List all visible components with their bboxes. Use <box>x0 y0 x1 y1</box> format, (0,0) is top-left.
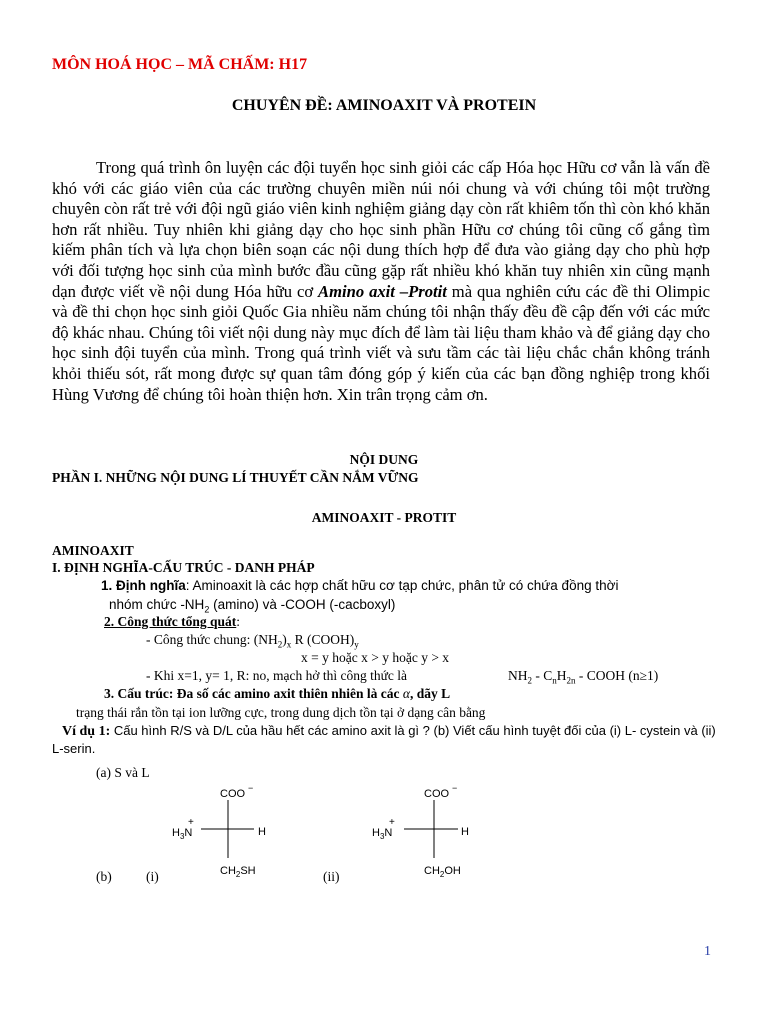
l-cysteine-structure <box>160 780 280 880</box>
side-chain-label: $CH_2OH$ <box>424 865 461 879</box>
topic-title: CHUYÊN ĐỀ: AMINOAXIT VÀ PROTEIN <box>231 97 537 114</box>
intro-text-2: mà qua nghiên cứu các đề thi Olimpic và đề thi chọn học sinh giỏi Quốc Gia nhiều năm chúng tôi nhận thấy đều đề cập đến với các mức độ khác nhau. Chúng tôi viết nội dung này mục đích để làm tài liệu tham khảo và để giảng dạy cho học sinh đội tuyển của mình. Trong quá trình viết và sưu tầm các tài liệu chắc chắn không tránh khỏi thiếu sót, rất mong được sự quan tâm đóng góp ý kiến của các bạn đồng nghiệp trong khối Hùng Vương để chúng tôi hoàn thiện hơn. Xin trân trọng cảm ơn. <box>52 281 710 404</box>
carboxylate-charge: − <box>452 783 458 793</box>
intro-emphasis: Amino axit –Protit <box>318 281 447 301</box>
hydrogen-label: H <box>461 826 469 838</box>
side-chain-label: $CH_2SH$ <box>220 865 256 879</box>
section-1-heading: I. ĐỊNH NGHĨA-CẤU TRÚC - DANH PHÁP <box>52 560 315 575</box>
hydrogen-label: H <box>258 826 266 838</box>
xy-relation: x = y hoặc x > y hoặc y > x <box>301 650 450 665</box>
definition-text: : Aminoaxit là các hợp chất hữu cơ tạp chức, phân tử có chứa đồng thời <box>185 578 619 593</box>
part-1-heading: PHẦN I. NHỮNG NỘI DUNG LÍ THUYẾT CẦN NẮM VỮNG <box>52 470 419 485</box>
aminoaxit-protit-heading: AMINOAXIT - PROTIT <box>311 510 457 525</box>
definition-label: 1. Định nghĩa <box>101 578 186 593</box>
example-label: Ví dụ 1: <box>62 724 111 739</box>
page-number: 1 <box>704 944 711 959</box>
subject-code-heading: MÔN HOÁ HỌC – MÃ CHẤM: H17 <box>52 56 308 73</box>
example-1-line-2: L-serin. <box>52 741 96 756</box>
answer-a: (a) S và L <box>96 765 150 780</box>
label-ii: (ii) <box>323 869 340 884</box>
formula-heading: 2. Công thức tổng quát: <box>104 614 241 629</box>
general-formula: - Công thức chung: $(NH_2)_x$ R $(COOH)_y$ <box>146 632 359 650</box>
ammonium-charge: + <box>389 817 395 828</box>
definition-line-2: nhóm chức $-NH_2$ (amino) và -COOH (-cacboxyl) <box>109 597 396 615</box>
special-case-text: - Khi x=1, y= 1, R: no, mạch hở thì công thức là <box>146 668 408 683</box>
carboxylate-charge: − <box>248 783 254 793</box>
carboxylate-label: COO <box>424 788 450 800</box>
formula-label: 2. Công thức tổng quát <box>104 614 237 629</box>
l-serine-structure <box>362 780 482 880</box>
special-case-formula: $NH_2 - C_nH_{2n}$ - COOH (n≥1) <box>508 668 659 686</box>
structure-heading: 3. Cấu trúc: Đa số các amino axit thiên nhiên là các α, dãy L <box>104 686 451 701</box>
aminoaxit-heading: AMINOAXIT <box>52 543 134 558</box>
structure-description: trạng thái rắn tồn tại ion lưỡng cực, trong dung dịch tồn tại ở dạng cân bằng <box>76 705 486 720</box>
label-i: (i) <box>146 869 159 884</box>
intro-paragraph <box>52 158 710 405</box>
definition-line <box>101 578 618 593</box>
carboxylate-label: COO <box>220 788 246 800</box>
alpha-symbol: α <box>402 686 410 701</box>
answer-b-label: (b) <box>96 869 112 884</box>
ammonium-charge: + <box>188 817 194 828</box>
ammonium-label: $H_3N$ <box>172 827 193 841</box>
ammonium-label: $H_3N$ <box>372 827 393 841</box>
intro-text-1: Trong quá trình ôn luyện các đội tuyển học sinh giỏi các cấp Hóa học Hữu cơ vẫn là vấn đề khó với các giáo viên của các trường chuyên miền núi nói chung và với chúng tôi một trường chuyên còn rất trẻ với đội ngũ giáo viên kinh nghiệm giảng dạy còn rất khiêm tốn thì còn khó khăn hơn rất nhiều. Tuy nhiên khi giảng dạy cho học sinh phần Hữu cơ chúng tôi cũng cố gắng tìm kiếm phân tích và lựa chọn biên soạn các nội dung thích hợp để đưa vào giảng dạy cho phù hợp với đối tượng học sinh của mình bước đầu cũng gặp rất nhiều khó khăn tuy nhiên xin cũng mạnh dạn được viết về nội dung Hóa hữu cơ <box>52 158 710 301</box>
example-1: Ví dụ 1: Cấu hình R/S và D/L của hầu hết các amino axit là gì ? (b) Viết cấu hình tuyệt đối của (i) L- cystein và (ii) <box>62 723 716 739</box>
section-noi-dung: NỘI DUNG <box>349 452 419 467</box>
